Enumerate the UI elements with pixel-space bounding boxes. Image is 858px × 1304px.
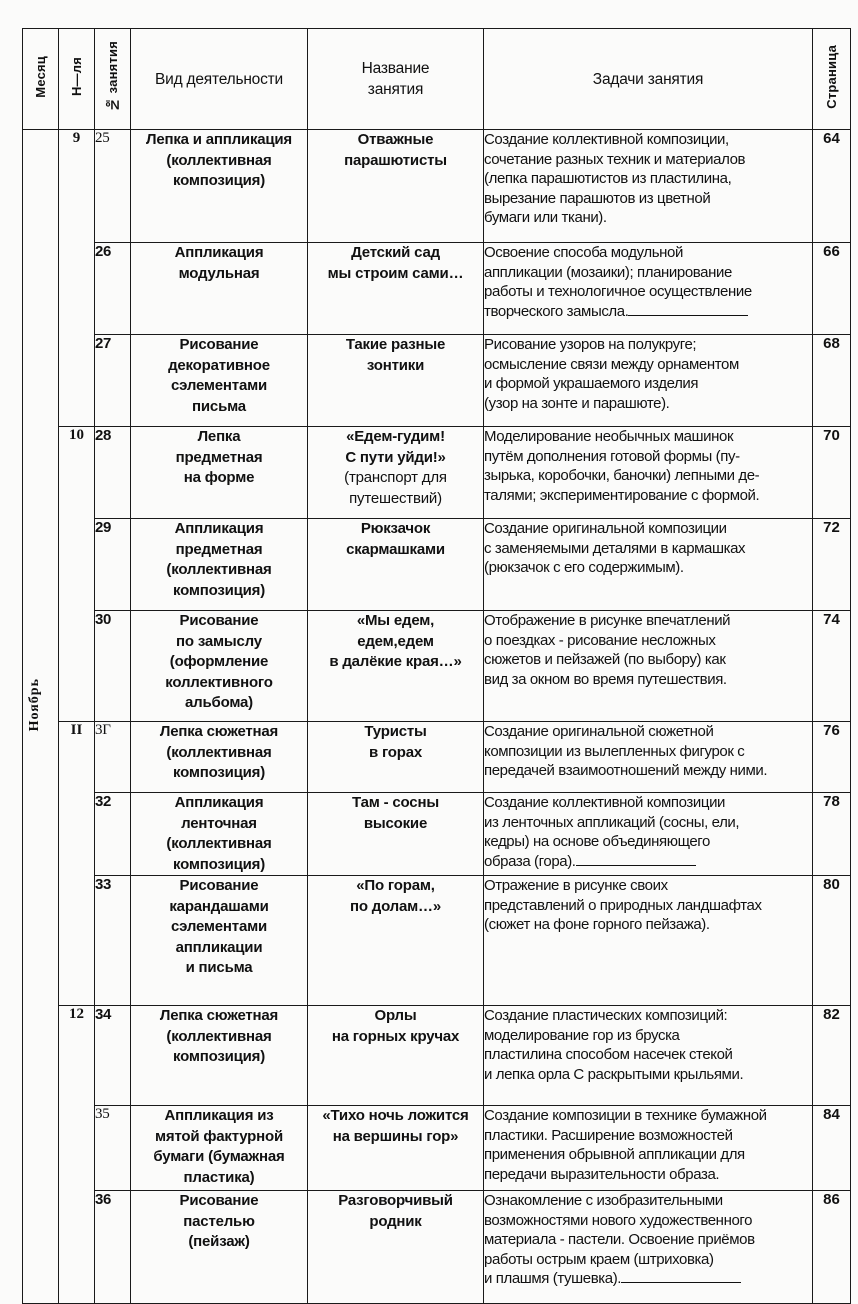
tasks-cell <box>484 335 813 427</box>
tasks-cell <box>484 427 813 519</box>
tasks-cell <box>484 243 813 335</box>
task-line <box>484 852 812 872</box>
activity-line: Рисование <box>179 1192 259 1209</box>
activity-line: предметная <box>175 540 263 558</box>
month-label: Ноябрь <box>27 678 42 732</box>
lesson-number: 35 <box>95 1106 131 1191</box>
activity-line: модульная <box>178 264 260 282</box>
task-text: из ленточных аппликаций (сосны, ели, <box>484 813 740 831</box>
task-text: применения обрывной аппликации для <box>484 1146 745 1163</box>
activity-cell <box>131 611 308 722</box>
task-text: моделирование гор из бруска <box>484 1026 680 1044</box>
task-line <box>484 742 812 762</box>
lesson-name-line: едем,едем <box>357 632 434 650</box>
page-number: 68 <box>813 335 851 427</box>
lesson-name-line: «Мы едем, <box>356 612 435 629</box>
lesson-name-line: парашютисты <box>344 151 447 169</box>
task-line <box>484 394 812 414</box>
task-line <box>484 282 812 302</box>
task-line <box>484 1065 812 1085</box>
lesson-number: 25 <box>95 130 131 243</box>
lesson-number: 28 <box>95 427 131 519</box>
task-line <box>484 302 812 322</box>
activity-cell <box>131 876 308 1006</box>
lesson-number: 34 <box>95 1006 131 1106</box>
task-line <box>484 355 812 375</box>
task-text: Создание оригинальной сюжетной <box>484 723 714 740</box>
activity-line: композиция) <box>172 855 266 873</box>
task-text: Ознакомление с изобразительными <box>484 1192 723 1209</box>
activity-line: Аппликация <box>174 244 264 261</box>
lesson-name-line: скармашками <box>346 540 445 558</box>
task-line <box>484 335 812 355</box>
task-text: Создание оригинальной композиции <box>484 520 727 537</box>
lesson-name-line: Там - сосны <box>352 794 439 811</box>
lesson-name-line: высокие <box>363 814 428 832</box>
activity-line: (коллективная <box>166 561 272 578</box>
task-line <box>484 130 812 150</box>
task-line <box>484 1045 812 1065</box>
activity-line: (коллективная <box>166 835 272 852</box>
header-row <box>23 29 851 130</box>
activity-line: пастелью <box>183 1212 255 1230</box>
task-line <box>484 876 812 896</box>
activity-cell <box>131 1006 308 1106</box>
task-line <box>484 896 812 916</box>
lesson-name-line: С пути уйди!» <box>345 448 446 466</box>
lesson-name-cell <box>308 1191 484 1304</box>
tasks-cell <box>484 519 813 611</box>
lesson-name-cell <box>308 519 484 611</box>
task-line <box>484 670 812 690</box>
lesson-name-line: Отважные <box>357 131 434 148</box>
task-text: (узор на зонте и парашюте). <box>484 394 670 412</box>
lesson-name-cell <box>308 335 484 427</box>
tasks-cell <box>484 1106 813 1191</box>
page-number: 70 <box>813 427 851 519</box>
lesson-name-line: Рюкзачок <box>360 520 431 537</box>
lesson-name-subtitle: (транспорт для <box>344 469 447 486</box>
activity-line: композиция) <box>172 581 266 599</box>
activity-cell <box>131 130 308 243</box>
activity-line: Рисование <box>179 877 259 894</box>
activity-line: композиция) <box>172 1048 266 1065</box>
task-text: работы и технологичное осуществление <box>484 283 752 300</box>
task-line <box>484 832 812 852</box>
table-row <box>23 876 851 1006</box>
task-text: и плашмя (тушевка). <box>484 1270 622 1287</box>
task-line <box>484 486 812 506</box>
fill-underline <box>576 853 696 866</box>
activity-line: Лепка сюжетная <box>159 723 279 740</box>
task-text: осмысление связи между орнаментом <box>484 355 739 373</box>
page-number: 80 <box>813 876 851 1006</box>
header-lesson-number: № занятия <box>95 29 131 130</box>
lesson-number: 27 <box>95 335 131 427</box>
tasks-cell <box>484 130 813 243</box>
table-row <box>23 427 851 519</box>
table-row <box>23 611 851 722</box>
lesson-name-line: Разговорчивый <box>338 1192 453 1209</box>
activity-line: (коллективная <box>166 1027 272 1045</box>
task-text: образа (гора). <box>484 852 576 870</box>
task-line <box>484 650 812 670</box>
task-text: кедры) на основе объединяющего <box>484 833 710 850</box>
task-line <box>484 427 812 447</box>
lesson-number: 32 <box>95 793 131 876</box>
activity-line: альбома) <box>185 694 253 711</box>
lesson-number: 3Г <box>95 722 131 793</box>
activity-line: коллективного <box>165 673 273 691</box>
task-text: с заменяемыми деталями в кармашках <box>484 539 746 557</box>
activity-cell <box>131 427 308 519</box>
activity-line: на форме <box>183 469 255 486</box>
activity-line: (коллективная <box>166 151 272 169</box>
lesson-name-cell <box>308 130 484 243</box>
task-line <box>484 150 812 170</box>
header-activity: Вид деятельности <box>131 29 308 130</box>
activity-line: Аппликация из <box>164 1107 274 1124</box>
week-cell: II <box>59 722 95 1006</box>
task-line <box>484 519 812 539</box>
task-line <box>484 1026 812 1046</box>
task-line <box>484 915 812 935</box>
task-line <box>484 466 812 486</box>
task-text: Создание пластических композиций: <box>484 1007 728 1024</box>
page-number: 84 <box>813 1106 851 1191</box>
lesson-number: 36 <box>95 1191 131 1304</box>
task-line <box>484 1269 812 1289</box>
task-line <box>484 189 812 209</box>
task-line <box>484 1126 812 1146</box>
activity-line: (коллективная <box>166 743 272 761</box>
task-line <box>484 1165 812 1185</box>
lesson-name-cell <box>308 243 484 335</box>
page-number: 66 <box>813 243 851 335</box>
tasks-cell <box>484 1191 813 1304</box>
fill-underline <box>628 303 748 316</box>
page-number: 74 <box>813 611 851 722</box>
activity-line: сэлементами <box>170 377 268 394</box>
task-line <box>484 558 812 578</box>
task-line <box>484 611 812 631</box>
task-text: (лепка парашютистов из пластилина, <box>484 170 732 187</box>
task-text: бумаги или ткани). <box>484 209 607 226</box>
table-row <box>23 130 851 243</box>
task-line <box>484 1191 812 1211</box>
tasks-cell <box>484 1006 813 1106</box>
task-text: талями; экспериментирование с формой. <box>484 486 760 504</box>
task-line <box>484 631 812 651</box>
page-number: 78 <box>813 793 851 876</box>
task-text: Моделирование необычных машинок <box>484 428 734 445</box>
activity-cell <box>131 335 308 427</box>
task-line <box>484 243 812 263</box>
task-text: зырька, коробочки, баночки) лепными де- <box>484 467 760 484</box>
tasks-cell <box>484 611 813 722</box>
activity-line: Рисование <box>179 336 259 353</box>
page-number: 82 <box>813 1006 851 1106</box>
lesson-name-line: зонтики <box>366 356 425 374</box>
task-text: (рюкзачок с его содержимым). <box>484 559 684 576</box>
lesson-name-cell <box>308 1106 484 1191</box>
activity-cell <box>131 793 308 876</box>
task-text: (сюжет на фоне горного пейзажа). <box>484 916 710 933</box>
lesson-name-cell <box>308 722 484 793</box>
header-page: Страница <box>813 29 851 130</box>
lesson-name-line: по долам…» <box>349 897 441 915</box>
task-line <box>484 447 812 467</box>
table-row <box>23 793 851 876</box>
activity-line: (оформление <box>169 653 269 670</box>
task-line <box>484 263 812 283</box>
page-number: 76 <box>813 722 851 793</box>
task-text: Отражение в рисунке своих <box>484 877 668 894</box>
lesson-name-line: в далёкие края…» <box>329 653 462 670</box>
activity-line: аппликации <box>175 938 263 956</box>
task-text: Создание композиции в технике бумажной <box>484 1107 767 1124</box>
lesson-plan-table <box>22 28 851 1304</box>
activity-line: письма <box>192 397 246 415</box>
activity-line: Лепка сюжетная <box>159 1007 279 1024</box>
activity-line: композиция) <box>172 172 266 189</box>
task-text: работы острым краем (штриховка) <box>484 1250 714 1268</box>
task-text: путём дополнения готовой формы (пу- <box>484 447 740 465</box>
task-text: Создание коллективной композиции, <box>484 131 729 148</box>
task-text: передачи выразительности образа. <box>484 1165 720 1183</box>
week-cell: 9 <box>59 130 95 427</box>
page-number: 86 <box>813 1191 851 1304</box>
activity-line: Аппликация <box>174 520 264 537</box>
task-text: пластилина способом насечек стекой <box>484 1046 733 1063</box>
task-text: Освоение способа модульной <box>484 244 683 261</box>
task-line <box>484 539 812 559</box>
task-text: аппликации (мозаики); планирование <box>484 263 732 281</box>
task-text: представлений о природных ландшафтах <box>484 896 762 914</box>
task-line <box>484 761 812 781</box>
task-text: о поездках - рисование несложных <box>484 631 716 649</box>
activity-line: бумаги (бумажная <box>153 1148 285 1165</box>
task-text: и формой украшаемого изделия <box>484 375 699 392</box>
tasks-cell <box>484 876 813 1006</box>
lesson-name-line: Детский сад <box>351 244 440 261</box>
lesson-number: 33 <box>95 876 131 1006</box>
page-number: 72 <box>813 519 851 611</box>
lesson-name-cell <box>308 876 484 1006</box>
lesson-name-line: в горах <box>368 743 423 761</box>
lesson-name-cell <box>308 793 484 876</box>
task-text: сочетание разных техник и материалов <box>484 150 746 168</box>
task-text: возможностями нового художественного <box>484 1211 753 1229</box>
task-text: Отображение в рисунке впечатлений <box>484 612 731 629</box>
task-line <box>484 1006 812 1026</box>
activity-cell <box>131 1191 308 1304</box>
lesson-name-line: «По горам, <box>356 877 435 894</box>
lesson-name-cell <box>308 1006 484 1106</box>
activity-cell <box>131 722 308 793</box>
table-row <box>23 1106 851 1191</box>
task-text: сюжетов и пейзажей (по выбору) как <box>484 651 726 668</box>
activity-line: (пейзаж) <box>188 1233 250 1250</box>
activity-line: Аппликация <box>174 794 264 811</box>
task-line <box>484 1250 812 1270</box>
task-line <box>484 374 812 394</box>
table-row <box>23 243 851 335</box>
activity-line: композиция) <box>172 764 266 781</box>
task-line <box>484 722 812 742</box>
task-line <box>484 1230 812 1250</box>
header-week: Н—ля <box>59 29 95 130</box>
task-line <box>484 208 812 228</box>
activity-line: сэлементами <box>170 918 268 935</box>
week-cell: 12 <box>59 1006 95 1304</box>
task-text: Рисование узоров на полукруге; <box>484 336 697 353</box>
task-text: вырезание парашютов из цветной <box>484 189 711 207</box>
activity-line: предметная <box>175 448 263 466</box>
lesson-name-subtitle: путешествий) <box>349 489 442 507</box>
week-cell: 10 <box>59 427 95 722</box>
lesson-name-cell <box>308 427 484 519</box>
task-text: вид за окном во время путешествия. <box>484 670 727 688</box>
tasks-cell <box>484 793 813 876</box>
lesson-name-cell <box>308 611 484 722</box>
lesson-name-line: родник <box>369 1212 422 1230</box>
activity-line: карандашами <box>169 897 269 915</box>
tasks-cell <box>484 722 813 793</box>
page-number: 64 <box>813 130 851 243</box>
activity-cell <box>131 1106 308 1191</box>
task-line <box>484 793 812 813</box>
lesson-name-line: на горных кручах <box>331 1027 460 1045</box>
table-row <box>23 519 851 611</box>
task-text: Создание коллективной композиции <box>484 794 726 811</box>
lesson-name-line: на вершины гор» <box>332 1127 459 1145</box>
activity-line: декоративное <box>168 356 270 374</box>
header-lesson-name: Название занятия <box>308 29 484 130</box>
activity-cell <box>131 243 308 335</box>
header-month: Месяц <box>23 29 59 130</box>
task-text: и лепка орла С раскрытыми крыльями. <box>484 1065 744 1083</box>
table-row <box>23 722 851 793</box>
task-text: композиции из вылепленных фигурок с <box>484 742 745 760</box>
task-line <box>484 1145 812 1165</box>
header-tasks: Задачи занятия <box>484 29 813 130</box>
lesson-number: 26 <box>95 243 131 335</box>
lesson-name-line: «Тихо ночь ложится <box>322 1107 469 1124</box>
activity-line: пластика) <box>183 1168 255 1186</box>
lesson-name-line: Орлы <box>374 1007 417 1024</box>
activity-line: по замыслу <box>176 632 262 650</box>
activity-line: Лепка и аппликация <box>146 131 292 148</box>
lesson-number: 29 <box>95 519 131 611</box>
activity-line: Рисование <box>179 612 259 629</box>
table-row <box>23 1006 851 1106</box>
lesson-name-line: Туристы <box>364 723 427 740</box>
task-line <box>484 813 812 833</box>
task-text: творческого замысла. <box>484 302 629 320</box>
lesson-name-line: «Едем-гудим! <box>346 428 445 445</box>
activity-line: ленточная <box>181 814 257 832</box>
task-line <box>484 169 812 189</box>
fill-underline <box>621 1270 741 1283</box>
activity-line: и письма <box>185 959 253 976</box>
task-line <box>484 1106 812 1126</box>
task-line <box>484 1211 812 1231</box>
lesson-name-line: Такие разные <box>345 336 446 353</box>
activity-cell <box>131 519 308 611</box>
activity-line: Лепка <box>197 428 241 445</box>
table-row <box>23 1191 851 1304</box>
table-row <box>23 335 851 427</box>
lesson-name-line: мы строим сами… <box>327 264 464 282</box>
lesson-number: 30 <box>95 611 131 722</box>
task-text: передачей взаимоотношений между ними. <box>484 762 768 779</box>
task-text: материала - пастели. Освоение приёмов <box>484 1231 755 1248</box>
month-cell <box>23 130 59 1304</box>
task-text: пластики. Расширение возможностей <box>484 1126 733 1144</box>
activity-line: мятой фактурной <box>155 1127 283 1145</box>
